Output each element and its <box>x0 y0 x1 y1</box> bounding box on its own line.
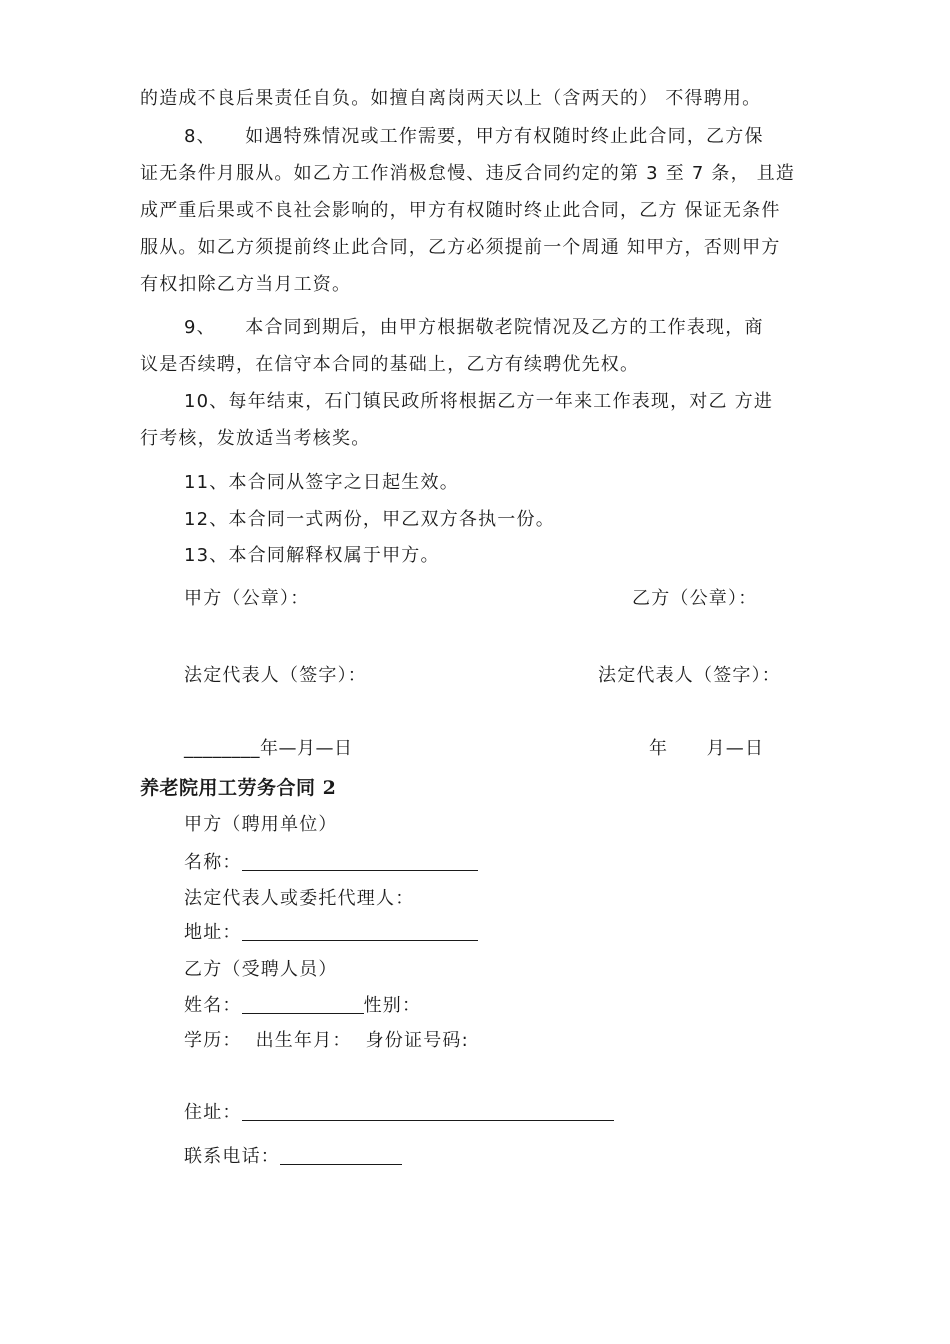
birth-label: 出生年月： <box>255 1030 352 1051</box>
party-b-heading: 乙方（受聘人员） <box>184 959 338 980</box>
clause-11: 11、本合同从签字之日起生效。 <box>184 472 459 493</box>
person-name-row <box>184 987 421 1024</box>
phone-label: 联系电话： <box>184 1146 280 1167</box>
clause-8-line: 有权扣除乙方当月工资。 <box>140 274 352 295</box>
name-label: 名称： <box>184 852 242 873</box>
clause-10 <box>140 383 825 457</box>
phone-blank[interactable] <box>280 1146 402 1165</box>
phone-row <box>184 1138 402 1175</box>
clause-10-line: 行考核，发放适当考核奖。 <box>140 428 371 449</box>
clause-8-line: 证无条件月服从。如乙方工作消极怠慢、违反合同约定的第 3 至 7 条， 且造 <box>140 163 796 184</box>
residence-label: 住址： <box>184 1102 242 1123</box>
clause-8-line: 服从。如乙方须提前终止此合同，乙方必须提前一个周通 知甲方，否则甲方 <box>140 237 781 258</box>
legal-rep-label: 法定代表人或委托代理人： <box>184 888 415 909</box>
address-field-row <box>184 914 478 951</box>
party-b-rep-label: 法定代表人（签字）： <box>598 665 781 686</box>
party-a-rep-label: 法定代表人（签字）： <box>184 665 367 686</box>
person-name-label: 姓名： <box>184 995 242 1016</box>
clause-9-line: 9、 本合同到期后，由甲方根据敬老院情况及乙方的工作表现，商 <box>184 317 764 338</box>
address-label: 地址： <box>184 922 242 943</box>
clause-8-line: 8、 如遇特殊情况或工作需要，甲方有权随时终止此合同，乙方保 <box>184 126 764 147</box>
gender-label: 性别： <box>363 995 422 1016</box>
party-b-seal-label: 乙方（公章）： <box>632 588 758 609</box>
clause-13: 13、本合同解释权属于甲方。 <box>184 545 440 566</box>
person-name-blank[interactable] <box>242 995 364 1014</box>
education-row <box>184 1022 469 1059</box>
clause-8 <box>140 118 825 303</box>
residence-blank[interactable] <box>242 1102 614 1121</box>
party-a-heading: 甲方（聘用单位） <box>184 814 338 835</box>
party-a-date: ________年—月—日 <box>184 738 353 759</box>
id-number-label: 身份证号码: <box>365 1030 469 1051</box>
clause-8-line: 成严重后果或不良社会影响的，甲方有权随时终止此合同，乙方 保证无条件 <box>140 200 781 221</box>
address-blank[interactable] <box>242 922 478 941</box>
residence-row <box>184 1094 614 1131</box>
education-label: 学历： <box>184 1030 242 1051</box>
clause-9-line: 议是否续聘，在信守本合同的基础上，乙方有续聘优先权。 <box>140 354 640 375</box>
party-b-date: 年 月—日 <box>649 738 765 759</box>
contract-2-title: 养老院用工劳务合同 2 <box>140 777 337 799</box>
clause-9 <box>140 309 825 383</box>
clause-7-tail: 的造成不良后果责任自负。如擅自离岗两天以上（含两天的） 不得聘用。 <box>140 88 762 109</box>
name-field-row <box>184 844 478 881</box>
clause-12: 12、本合同一式两份，甲乙双方各执一份。 <box>184 509 555 530</box>
party-a-seal-label: 甲方（公章）： <box>184 588 310 609</box>
clause-10-line: 10、每年结束，石门镇民政所将根据乙方一年来工作表现，对乙 方进 <box>184 391 774 412</box>
name-blank[interactable] <box>242 852 478 871</box>
